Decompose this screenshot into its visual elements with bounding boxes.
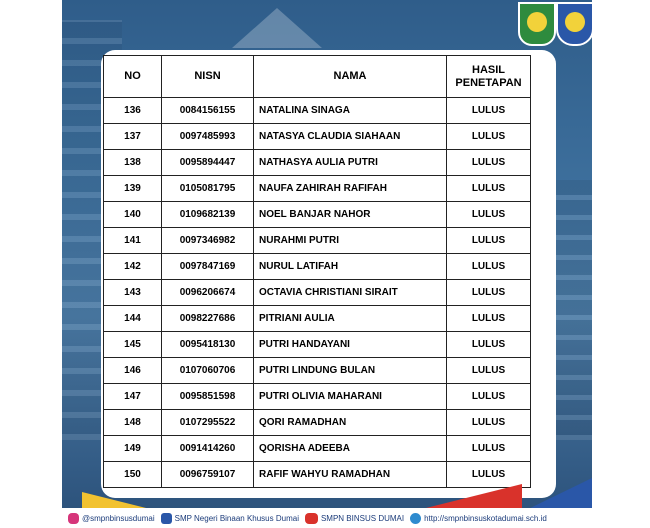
cell-nama: QORISHA ADEEBA [254, 436, 447, 462]
cell-nama: PUTRI OLIVIA MAHARANI [254, 384, 447, 410]
cell-nama: PUTRI HANDAYANI [254, 332, 447, 358]
header-hasil-line2: PENETAPAN [455, 76, 522, 89]
cell-no: 150 [104, 462, 162, 488]
table-row [104, 384, 531, 410]
header-hasil-line1: HASIL [472, 63, 505, 76]
cell-nisn: 0096759107 [162, 462, 254, 488]
cell-nama: NAUFA ZAHIRAH RAFIFAH [254, 176, 447, 202]
cell-hasil: LULUS [447, 280, 531, 306]
cell-no: 148 [104, 410, 162, 436]
cell-hasil: LULUS [447, 124, 531, 150]
cell-no: 141 [104, 228, 162, 254]
cell-nisn: 0095418130 [162, 332, 254, 358]
cell-nisn: 0097346982 [162, 228, 254, 254]
school-logo [556, 2, 592, 46]
cell-hasil: LULUS [447, 228, 531, 254]
cell-nama: RAFIF WAHYU RAMADHAN [254, 462, 447, 488]
building-roof [232, 8, 322, 48]
cell-no: 144 [104, 306, 162, 332]
cell-hasil: LULUS [447, 358, 531, 384]
header-nisn: NISN [162, 56, 254, 98]
cell-no: 140 [104, 202, 162, 228]
cell-hasil: LULUS [447, 462, 531, 488]
footer-website[interactable] [410, 513, 547, 524]
cell-hasil: LULUS [447, 410, 531, 436]
cell-nisn: 0084156155 [162, 98, 254, 124]
cell-no: 147 [104, 384, 162, 410]
table-row [104, 306, 531, 332]
table-row [104, 150, 531, 176]
graduation-table [103, 55, 531, 488]
header-hasil [447, 56, 531, 98]
cell-nama: NURUL LATIFAH [254, 254, 447, 280]
cell-no: 138 [104, 150, 162, 176]
cell-nisn: 0097485993 [162, 124, 254, 150]
website-url: http://smpnbinsuskotadumai.sch.id [424, 513, 547, 523]
cell-hasil: LULUS [447, 176, 531, 202]
cell-nama: QORI RAMADHAN [254, 410, 447, 436]
cell-nama: NATALINA SINAGA [254, 98, 447, 124]
facebook-page: SMP Negeri Binaan Khusus Dumai [174, 513, 299, 523]
city-logo [518, 2, 556, 46]
cell-hasil: LULUS [447, 306, 531, 332]
table-row [104, 176, 531, 202]
cell-nama: NATASYA CLAUDIA SIAHAAN [254, 124, 447, 150]
cell-nisn: 0105081795 [162, 176, 254, 202]
table-row [104, 202, 531, 228]
cell-no: 143 [104, 280, 162, 306]
table-header-row [104, 56, 531, 98]
cell-nisn: 0095851598 [162, 384, 254, 410]
table-row [104, 228, 531, 254]
cell-no: 145 [104, 332, 162, 358]
footer-decoration [62, 478, 592, 512]
header-nama: NAMA [254, 56, 447, 98]
cell-nisn: 0098227686 [162, 306, 254, 332]
table-row [104, 280, 531, 306]
cell-no: 139 [104, 176, 162, 202]
cell-no: 136 [104, 98, 162, 124]
cell-hasil: LULUS [447, 150, 531, 176]
youtube-channel: SMPN BINSUS DUMAI [320, 513, 405, 523]
instagram-handle: @smpnbinsusdumai [82, 513, 155, 523]
footer-bar [62, 508, 592, 528]
cell-nama: PITRIANI AULIA [254, 306, 447, 332]
table-row [104, 332, 531, 358]
cell-nama: NATHASYA AULIA PUTRI [254, 150, 447, 176]
table-row [104, 410, 531, 436]
footer-facebook[interactable] [161, 513, 299, 524]
cell-nama: NOEL BANJAR NAHOR [254, 202, 447, 228]
footer-instagram[interactable] [68, 513, 155, 524]
web-icon [410, 513, 421, 524]
table-row [104, 358, 531, 384]
cell-hasil: LULUS [447, 384, 531, 410]
cell-hasil: LULUS [447, 254, 531, 280]
cell-nisn: 0109682139 [162, 202, 254, 228]
header-no: NO [104, 56, 162, 98]
youtube-icon [305, 513, 318, 524]
cell-nisn: 0107060706 [162, 358, 254, 384]
cell-no: 146 [104, 358, 162, 384]
cell-hasil: LULUS [447, 98, 531, 124]
table-row [104, 254, 531, 280]
cell-no: 149 [104, 436, 162, 462]
table-row [104, 98, 531, 124]
footer-youtube[interactable] [305, 513, 404, 524]
cell-nisn: 0107295522 [162, 410, 254, 436]
cell-nisn: 0097847169 [162, 254, 254, 280]
cell-hasil: LULUS [447, 436, 531, 462]
cell-hasil: LULUS [447, 202, 531, 228]
facebook-icon [161, 513, 172, 524]
instagram-icon [68, 513, 79, 524]
cell-no: 142 [104, 254, 162, 280]
cell-nama: OCTAVIA CHRISTIANI SIRAIT [254, 280, 447, 306]
cell-nisn: 0091414260 [162, 436, 254, 462]
cell-nama: PUTRI LINDUNG BULAN [254, 358, 447, 384]
cell-nama: NURAHMI PUTRI [254, 228, 447, 254]
cell-hasil: LULUS [447, 332, 531, 358]
cell-nisn: 0095894447 [162, 150, 254, 176]
table-row [104, 124, 531, 150]
cell-nisn: 0096206674 [162, 280, 254, 306]
cell-no: 137 [104, 124, 162, 150]
table-row [104, 436, 531, 462]
